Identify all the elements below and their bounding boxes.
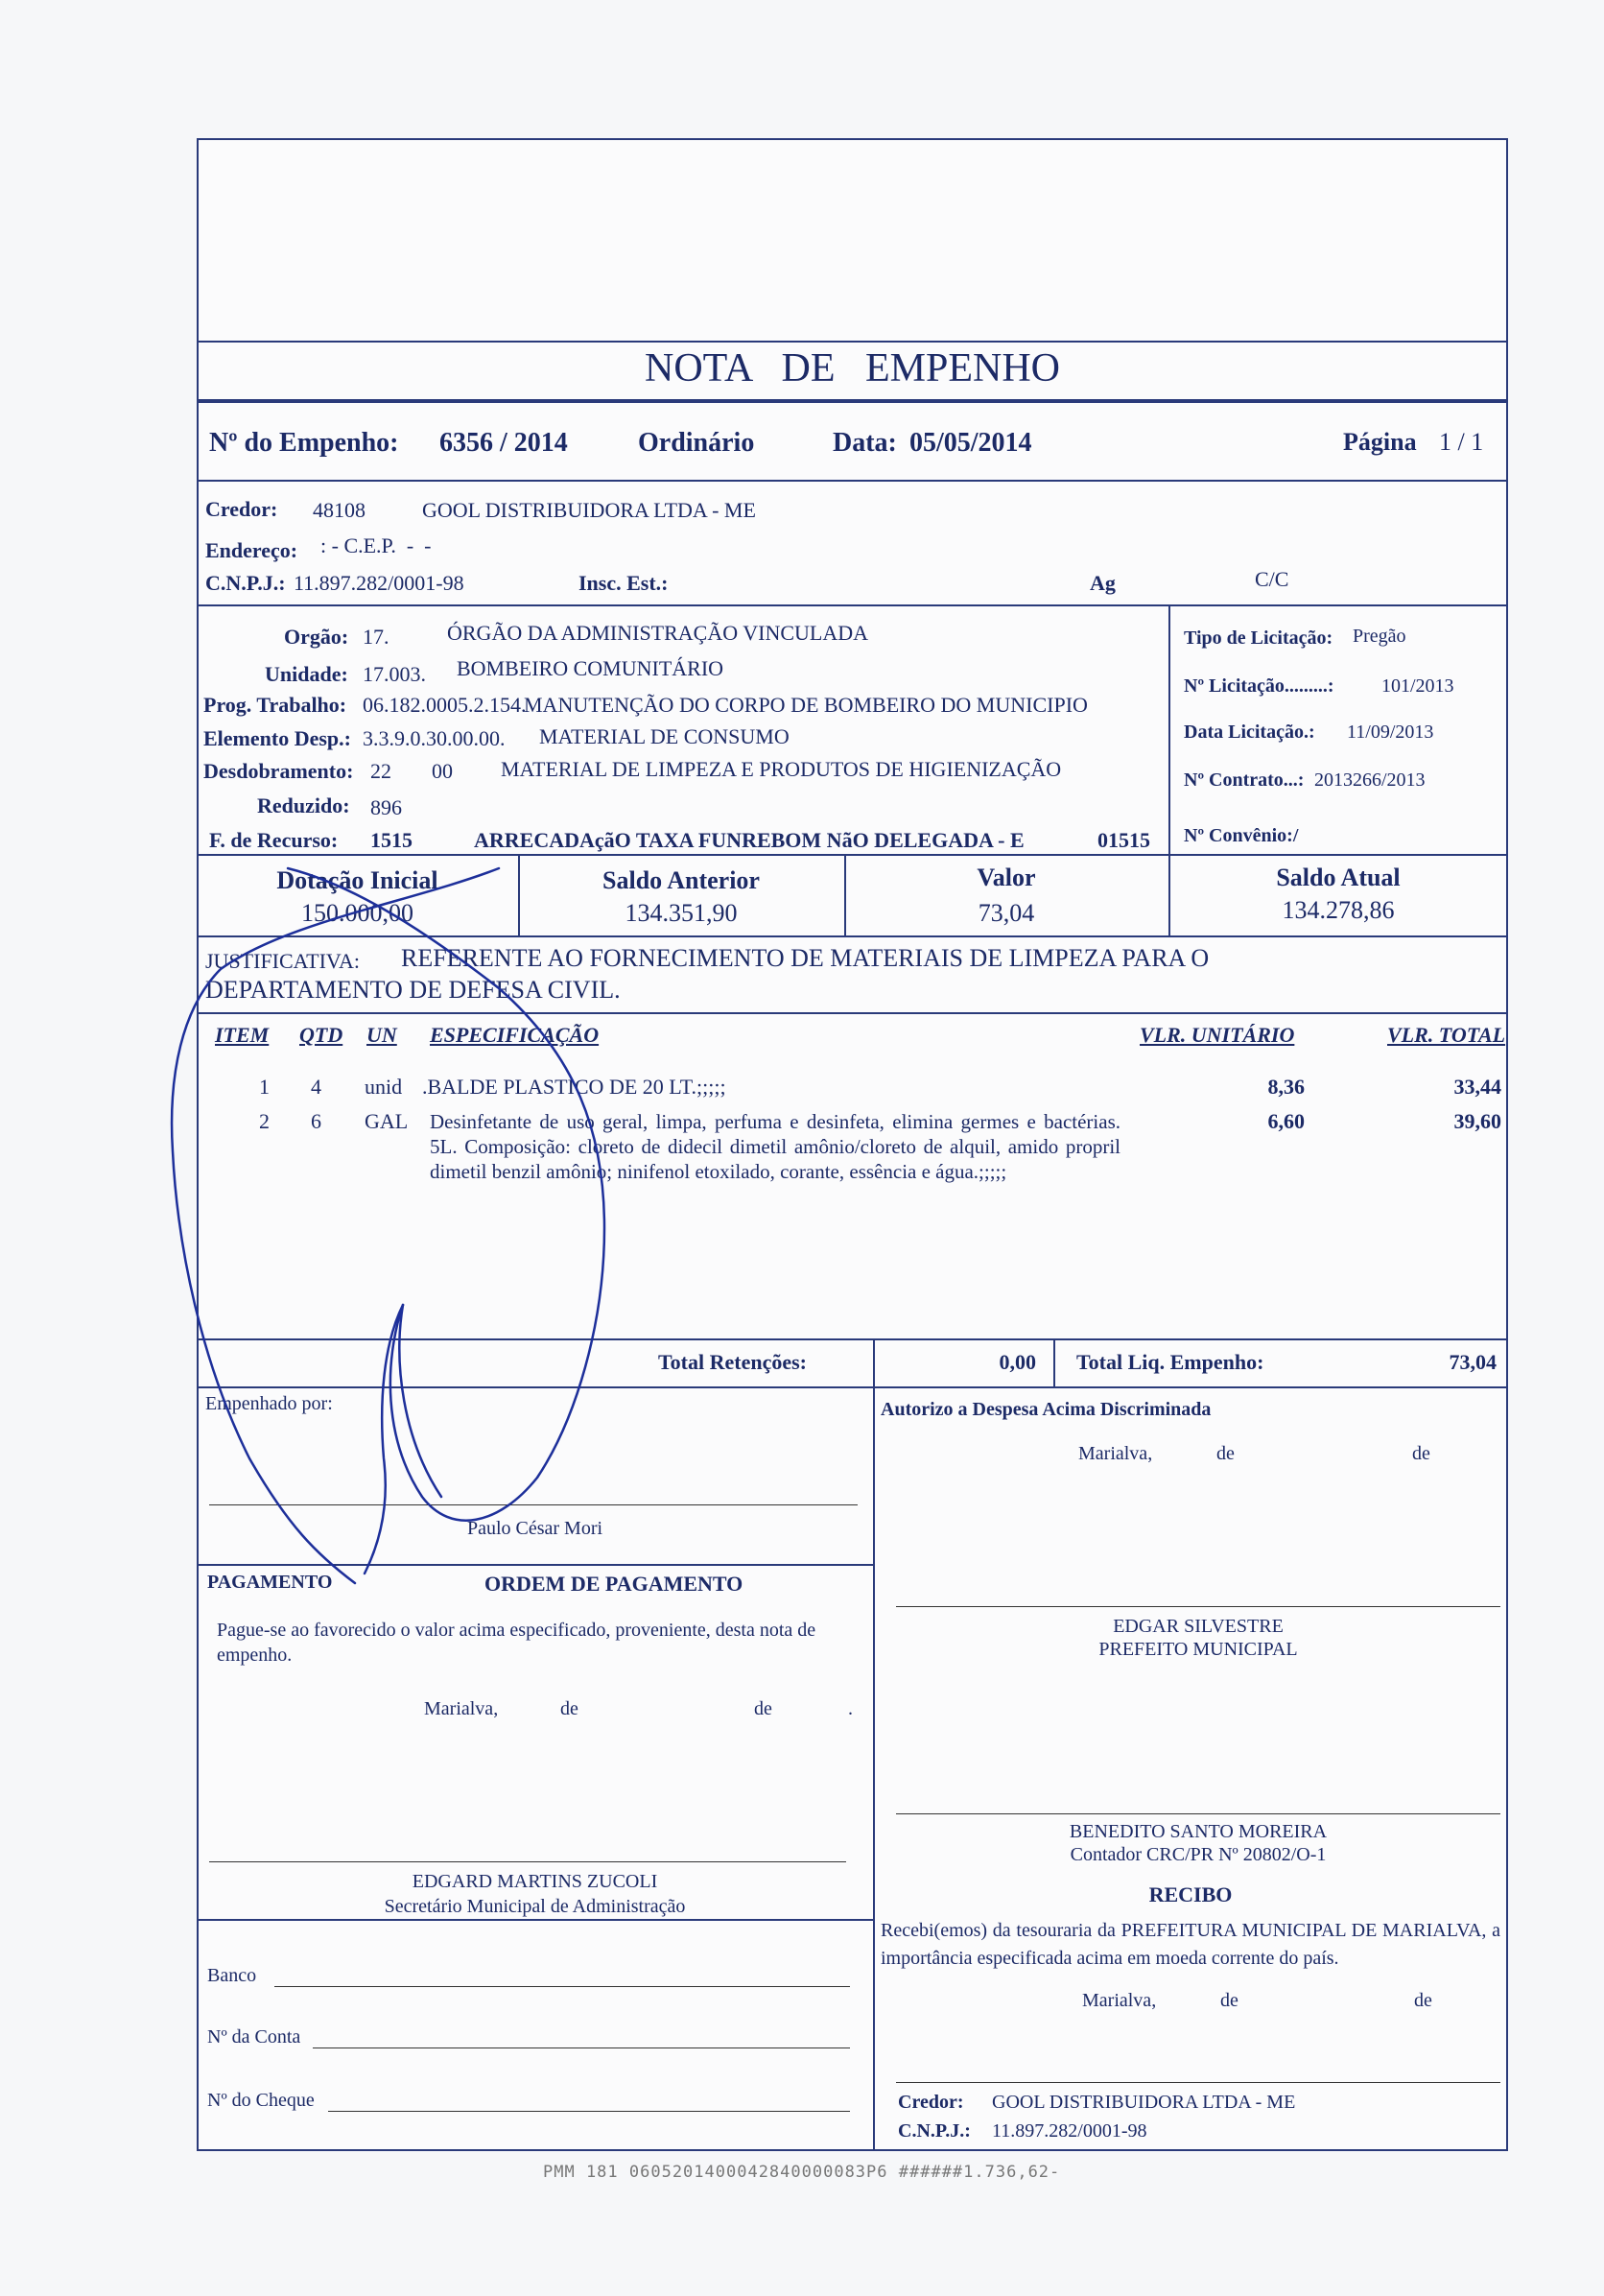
item-2-un: GAL [365,1109,409,1133]
recurso-label: F. de Recurso: [209,828,339,852]
unidade-name: BOMBEIRO COMUNITÁRIO [457,656,724,680]
cnpj-value: 11.897.282/0001-98 [294,571,464,595]
ordem-dot: . [848,1698,853,1719]
elemento-name: MATERIAL DE CONSUMO [539,724,790,748]
desdobramento-code1: 22 [370,759,391,783]
recibo-city: Marialva, [1082,1990,1157,2011]
credor-code: 48108 [313,498,366,522]
col-qtd: QTD [299,1023,343,1047]
data-licitacao-label: Data Licitação.: [1184,722,1315,743]
item-1-qtd: 4 [311,1075,321,1099]
valor-value: 73,04 [978,899,1035,927]
insc-est-label: Insc. Est.: [578,571,669,595]
page-number: 1 / 1 [1439,428,1484,456]
tipo-licitacao-label: Tipo de Licitação: [1184,627,1333,649]
empenho-date: 05/05/2014 [909,428,1032,458]
num-licitacao-label: Nº Licitação.........: [1184,675,1334,697]
elemento-code: 3.3.9.0.30.00.00. [363,726,506,750]
recibo-text: Recebi(emos) da tesouraria da PREFEITURA MUNICIPAL DE MARIALVA, a importância especificada acima em moeda corrente do país. [881,1920,1500,1969]
cnpj-label: C.N.P.J.: [205,571,286,595]
valor-label: Valor [977,864,1036,891]
orgao-name: ÓRGÃO DA ADMINISTRAÇÃO VINCULADA [447,621,869,645]
autorizo-de1: de [1216,1443,1235,1464]
justificativa-line2: DEPARTAMENTO DE DEFESA CIVIL. [205,976,621,1004]
prefeito-name: EDGAR SILVESTRE [1113,1616,1284,1637]
cheque-label: Nº do Cheque [207,2090,315,2111]
ordem-pagamento-label: ORDEM DE PAGAMENTO [484,1572,743,1596]
orgao-code: 17. [363,625,389,649]
footer-code: PMM 181 0605201400042840000083P6 ######1.736,62- [543,2163,1061,2182]
endereco-label: Endereço: [205,538,298,562]
prog-label: Prog. Trabalho: [203,693,347,717]
recurso-name: ARRECADAçãO TAXA FUNREBOM NãO DELEGADA - E [474,828,1025,852]
recibo-credor-label: Credor: [898,2092,964,2113]
dotacao-inicial-value: 150.000,00 [301,899,413,927]
item-2-qtd: 6 [311,1109,321,1133]
col-item: ITEM [215,1023,270,1047]
empenho-date-label: Data: [833,428,897,458]
dotacao-inicial-label: Dotação Inicial [276,866,438,894]
unidade-label: Unidade: [265,662,348,686]
convenio-label: Nº Convênio:/ [1184,825,1299,846]
ag-label: Ag [1090,571,1116,595]
contrato-value: 2013266/2013 [1314,769,1426,791]
recibo-de1: de [1220,1990,1238,2011]
item-1-un: unid [365,1075,403,1099]
col-un: UN [366,1023,397,1047]
ordem-city: Marialva, [424,1698,499,1719]
pagamento-label: PAGAMENTO [207,1572,333,1593]
prefeito-role: PREFEITO MUNICIPAL [1098,1639,1298,1660]
endereco-value: : - C.E.P. - - [320,533,432,557]
ordem-de2: de [754,1698,772,1719]
unidade-code: 17.003. [363,662,426,686]
item-1-desc: .BALDE PLASTICO DE 20 LT.;;;;; [422,1075,726,1099]
saldo-anterior-label: Saldo Anterior [602,866,760,894]
data-licitacao-value: 11/09/2013 [1347,722,1434,743]
page-label: Página [1343,428,1417,456]
credor-label: Credor: [205,497,278,521]
credor-name: GOOL DISTRIBUIDORA LTDA - ME [422,498,756,522]
item-2-unit: 6,60 [1267,1109,1305,1133]
empenho-number-label: Nº do Empenho: [209,428,399,458]
justificativa-label: JUSTIFICATIVA: [205,949,360,973]
desdobramento-name: MATERIAL DE LIMPEZA E PRODUTOS DE HIGIENIZAÇÃO [501,757,1062,781]
recurso-code2: 01515 [1097,828,1150,852]
justificativa-line1: REFERENTE AO FORNECIMENTO DE MATERIAIS DE LIMPEZA PARA O [401,944,1210,972]
autorizo-text: Autorizo a Despesa Acima Discriminada [881,1399,1212,1420]
saldo-anterior-value: 134.351,90 [625,899,738,927]
num-licitacao-value: 101/2013 [1381,675,1454,697]
total-liq-label: Total Liq. Empenho: [1076,1350,1264,1374]
desdobramento-code2: 00 [432,759,453,783]
item-2-desc: Desinfetante de uso geral, limpa, perfuma e desinfeta, elimina germes e bactérias. 5L. Composição: cloreto de didecil dimetil amônio/cloreto de alquil, amido propril dimetil benzil amônio; ninifenol etoxilado, corante, essência e água.;;;;; [430,1110,1120,1183]
prog-name: MANUTENÇÃO DO CORPO DE BOMBEIRO DO MUNICIPIO [524,693,1088,717]
conta-label: Nº da Conta [207,2026,301,2047]
total-liq-value: 73,04 [1449,1350,1497,1374]
item-2-number: 2 [259,1109,270,1133]
item-1-total: 33,44 [1453,1075,1501,1099]
empenho-type: Ordinário [638,428,755,458]
autorizo-de2: de [1412,1443,1430,1464]
saldo-atual-label: Saldo Atual [1276,864,1401,891]
secretario-role: Secretário Municipal de Administração [384,1896,686,1917]
total-retencoes-label: Total Retenções: [658,1350,807,1374]
item-1-number: 1 [259,1075,270,1099]
doc-title: NOTA DE EMPENHO [645,346,1060,391]
pague-text: Pague-se ao favorecido o valor acima especificado, proveniente, desta nota de empenho. [217,1620,816,1666]
empenhado-signer: Paulo César Mori [466,1518,603,1539]
recibo-credor-value: GOOL DISTRIBUIDORA LTDA - ME [992,2092,1296,2113]
col-especificacao: ESPECIFICAÇÃO [430,1023,600,1047]
empenho-number: 6356 / 2014 [439,428,568,458]
col-vlr-total: VLR. TOTAL [1387,1023,1506,1047]
desdobramento-label: Desdobramento: [203,759,354,783]
tipo-licitacao-value: Pregão [1353,626,1406,647]
item-1-unit: 8,36 [1267,1075,1305,1099]
empenhado-por-label: Empenhado por: [205,1393,333,1414]
col-vlr-unitario: VLR. UNITÁRIO [1140,1023,1295,1047]
recurso-code: 1515 [370,828,413,852]
recibo-cnpj-label: C.N.P.J.: [898,2120,971,2142]
elemento-label: Elemento Desp.: [203,726,351,750]
reduzido-label: Reduzido: [257,793,350,817]
cc-label: C/C [1255,567,1289,591]
ordem-de1: de [560,1698,578,1719]
total-retencoes-value: 0,00 [999,1350,1036,1374]
contador-name: BENEDITO SANTO MOREIRA [1069,1821,1328,1842]
saldo-atual-value: 134.278,86 [1282,896,1395,924]
autorizo-city: Marialva, [1078,1443,1153,1464]
orgao-label: Orgão: [284,625,349,649]
contrato-label: Nº Contrato...: [1184,769,1305,791]
reduzido-value: 896 [370,795,402,819]
recibo-cnpj-value: 11.897.282/0001-98 [992,2120,1147,2142]
item-2-total: 39,60 [1453,1109,1501,1133]
contador-role: Contador CRC/PR Nº 20802/O-1 [1070,1844,1327,1865]
prog-code: 06.182.0005.2.154. [363,693,527,717]
secretario-name: EDGARD MARTINS ZUCOLI [412,1871,658,1892]
banco-label: Banco [207,1965,257,1986]
recibo-label: RECIBO [1148,1882,1233,1906]
recibo-de2: de [1414,1990,1432,2011]
